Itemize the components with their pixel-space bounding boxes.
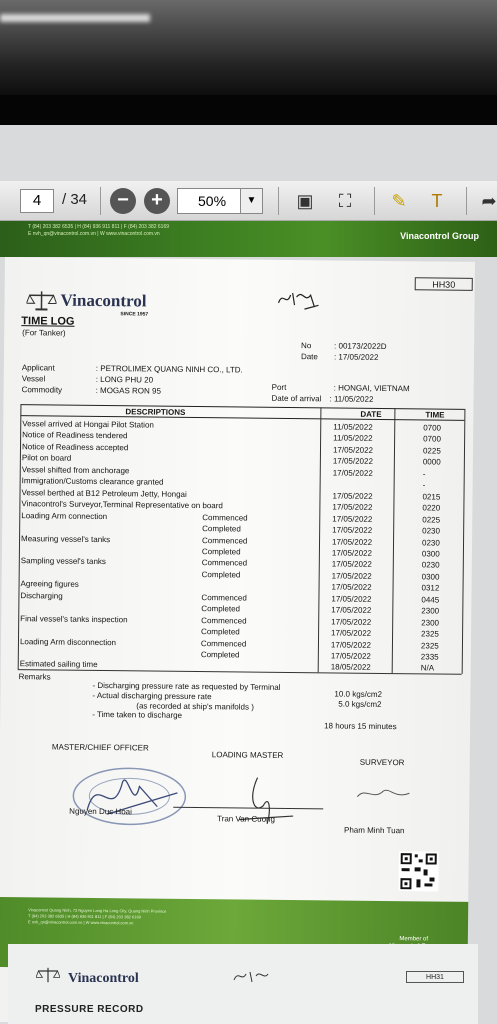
row-stage: Completed [202,524,241,534]
remark-2-value: 5.0 kgs/cm2 [338,699,382,709]
row-stage: Commenced [200,638,247,649]
col-descriptions: DESCRIPTIONS [125,407,186,417]
row-time: 0700 [423,423,442,433]
row-stage: Commenced [201,558,248,568]
row-time: 0215 [422,492,441,502]
comment-icon[interactable]: ✎ [391,191,407,211]
next-page-code: HH31 [406,971,464,983]
row-time: 2335 [420,652,439,662]
master-name: Nguyen Duc Hoai [69,806,132,817]
row-time: 0225 [422,514,441,525]
row-time: N/A [420,663,435,673]
pdf-toolbar [0,181,497,221]
row-stage: Completed [201,604,241,614]
row-stage: Commenced [202,512,248,523]
row-time: 2300 [421,606,440,616]
row-time: 0312 [421,583,440,593]
row-description: Vessel berthed at B12 Petroleum Jetty, Hongai [21,487,187,499]
row-description: Final vessel's tanks inspection [20,613,128,624]
row-description: Estimated sailing time [19,659,98,670]
row-stage: Completed [201,627,240,637]
row-time: 0225 [422,446,441,456]
next-page-title: PRESSURE RECORD [35,1004,144,1015]
fit-page-icon[interactable]: ▣ [296,191,314,211]
row-date: 17/05/2022 [331,536,373,547]
surveyor-signature-icon [353,781,413,806]
row-time: 0220 [422,503,441,513]
row-time: 0230 [421,560,440,570]
row-description: Pilot on board [21,453,72,464]
row-stage: Completed [201,569,241,580]
remark-4: - Time taken to discharge [92,709,183,720]
port-value: : HONGAI, VIETNAM [333,383,410,394]
date-label: Date [300,352,318,362]
header-group-name: Vinacontrol Group [400,231,479,241]
document-page [0,257,475,1024]
row-date: 17/05/2022 [332,491,373,501]
surveyor-signature-label: SURVEYOR [359,757,405,768]
row-stage: Commenced [201,535,248,546]
row-date: 17/05/2022 [332,514,373,524]
master-signature-label: MASTER/CHIEF OFFICER [51,742,149,753]
commodity-value: : MOGAS RON 95 [95,385,162,396]
highlight-text-icon[interactable]: T [431,191,443,211]
col-time: TIME [425,410,445,420]
row-date: 17/05/2022 [331,628,372,638]
row-description: Notice of Readiness accepted [21,442,129,453]
arrival-label: Date of arrival [271,393,322,404]
table-border [462,409,466,674]
header-contact: T (84) 203 382 6535 | H (84) 936 911 811 | F (84) 203 382 6169 E nvh_qn@vinacontrol.com.vn | W www.vinacontrol.com.vn [28,224,170,237]
scales-logo-icon [26,289,56,311]
remark-1: - Discharging pressure rate as requested by Terminal [92,680,281,692]
toolbar-divider [278,187,279,215]
remark-1-value: 10.0 kgs/cm2 [334,689,383,699]
col-date: DATE [360,409,382,419]
row-stage: Commenced [201,615,247,626]
toolbar-divider [466,187,467,215]
row-description: Vessel shifted from anchorage [21,464,130,476]
row-time: - [422,480,426,490]
row-time: 2300 [421,618,440,628]
row-description: Loading Arm connection [21,510,108,521]
logo-since: SINCE 1957 [120,311,149,318]
page-total: / 34 [62,191,88,208]
no-value: : 00173/2022D [334,341,387,352]
no-label: No [301,341,312,351]
row-description: Loading Arm disconnection [19,636,117,647]
row-stage: Commenced [201,592,247,603]
row-stage: Completed [200,650,240,660]
vessel-label: Vessel [21,374,46,384]
row-time: 0000 [422,457,441,467]
row-time: 0300 [421,572,440,582]
initials-signature-icon [274,285,324,314]
pdf-viewer [0,125,497,1024]
applicant-value: : PETROLIMEX QUANG NINH CO., LTD. [95,363,243,375]
next-page-logo: Vinacontrol [68,971,139,986]
page-number-input[interactable]: 4 [20,189,54,213]
row-date: 17/05/2022 [332,468,373,478]
row-time: 0445 [421,595,440,605]
row-date: 17/05/2022 [331,605,372,616]
row-date: 17/05/2022 [331,559,372,570]
arrival-value: : 11/05/2022 [329,394,374,404]
qr-code-icon [398,851,438,891]
next-document-page [8,944,478,1024]
row-date: 18/05/2022 [330,662,371,673]
header-band [0,221,497,257]
zoom-in-button[interactable]: + [144,188,170,214]
zoom-out-button[interactable]: − [110,188,136,214]
vessel-value: : LONG PHU 20 [95,374,154,385]
footer-contact: Vinacontrol Quang Ninh, 73 Nguyen Long Ha Long City, Quang Ninh Province T (84) 203 382 6535 | H (84) 936 911 811 | F (84) 203 382 6169 E nvh_qn@vinacontrol.com.vn | W www.vinacontrol.com.vn [28,907,167,926]
row-time: 0230 [422,526,440,536]
scales-logo-icon [36,966,60,984]
table-border [392,408,396,673]
row-date: 17/05/2022 [330,651,371,661]
footer-member-text: Member of [399,936,429,943]
remark-2: - Actual discharging pressure rate [92,690,212,702]
surveyor-name: Pham Minh Tuan [343,825,405,836]
row-description: Measuring vessel's tanks [21,533,111,544]
sign-icon[interactable]: ➦ [481,191,497,211]
row-date: 17/05/2022 [331,594,372,604]
row-date: 17/05/2022 [331,582,372,593]
ship-stamp-signature-icon [67,762,198,833]
port-label: Port [271,382,287,392]
loading-master-signature-label: LOADING MASTER [211,750,284,760]
document-subtitle: (For Tanker) [22,328,66,338]
row-description: Discharging [20,590,63,601]
row-date: 17/05/2022 [332,456,373,467]
row-description: Immigration/Customs clearance granted [21,476,164,487]
toolbar-divider [374,187,375,215]
row-description: Vessel arrived at Hongai Pilot Station [22,419,154,430]
monitor-bezel [0,95,497,125]
table-border [318,407,322,672]
row-time: 0230 [421,537,440,548]
row-date: 11/05/2022 [333,433,373,444]
monitor-glare [0,0,497,95]
row-stage: Completed [201,547,241,557]
remark-4-value: 18 hours 15 minutes [324,721,397,732]
row-description: Sampling vessel's tanks [20,556,106,567]
table-header [20,404,464,421]
zoom-dropdown-button[interactable]: ▼ [241,188,263,214]
row-date: 11/05/2022 [333,422,373,432]
commodity-label: Commodity [21,385,63,395]
row-date: 17/05/2022 [330,639,372,650]
remark-3: (as recorded at ship's manifolds ) [136,701,254,712]
row-date: 17/05/2022 [332,445,374,455]
row-date: 17/05/2022 [331,571,372,581]
initials-signature-icon [230,966,270,986]
company-logo: Vinacontrol [60,290,147,311]
row-date: 17/05/2022 [331,617,372,627]
row-description: Notice of Readiness tendered [22,430,128,441]
document-code: HH30 [415,277,473,291]
full-screen-icon[interactable]: ⛶ [338,191,352,211]
row-description: Agreeing figures [20,579,79,590]
toolbar-divider [100,187,101,215]
row-date: 17/05/2022 [332,525,373,535]
row-time: 2325 [420,640,439,651]
row-time: 0700 [423,434,441,445]
row-date: 17/05/2022 [332,502,373,513]
loading-master-name: Tran Van Cuong [217,814,275,824]
row-time: - [422,469,426,479]
row-description: Vinacontrol's Surveyor,Terminal Representative on board [21,499,223,511]
remarks-label: Remarks [18,672,51,682]
zoom-input[interactable]: 50% [177,188,241,214]
row-date: 17/05/2022 [331,548,373,558]
applicant-label: Applicant [21,363,55,373]
table-bottom-border [18,669,462,675]
row-time: 0300 [421,549,440,559]
date-value: : 17/05/2022 [333,352,379,362]
document-title: TIME LOG [21,315,75,328]
row-time: 2325 [421,629,439,639]
